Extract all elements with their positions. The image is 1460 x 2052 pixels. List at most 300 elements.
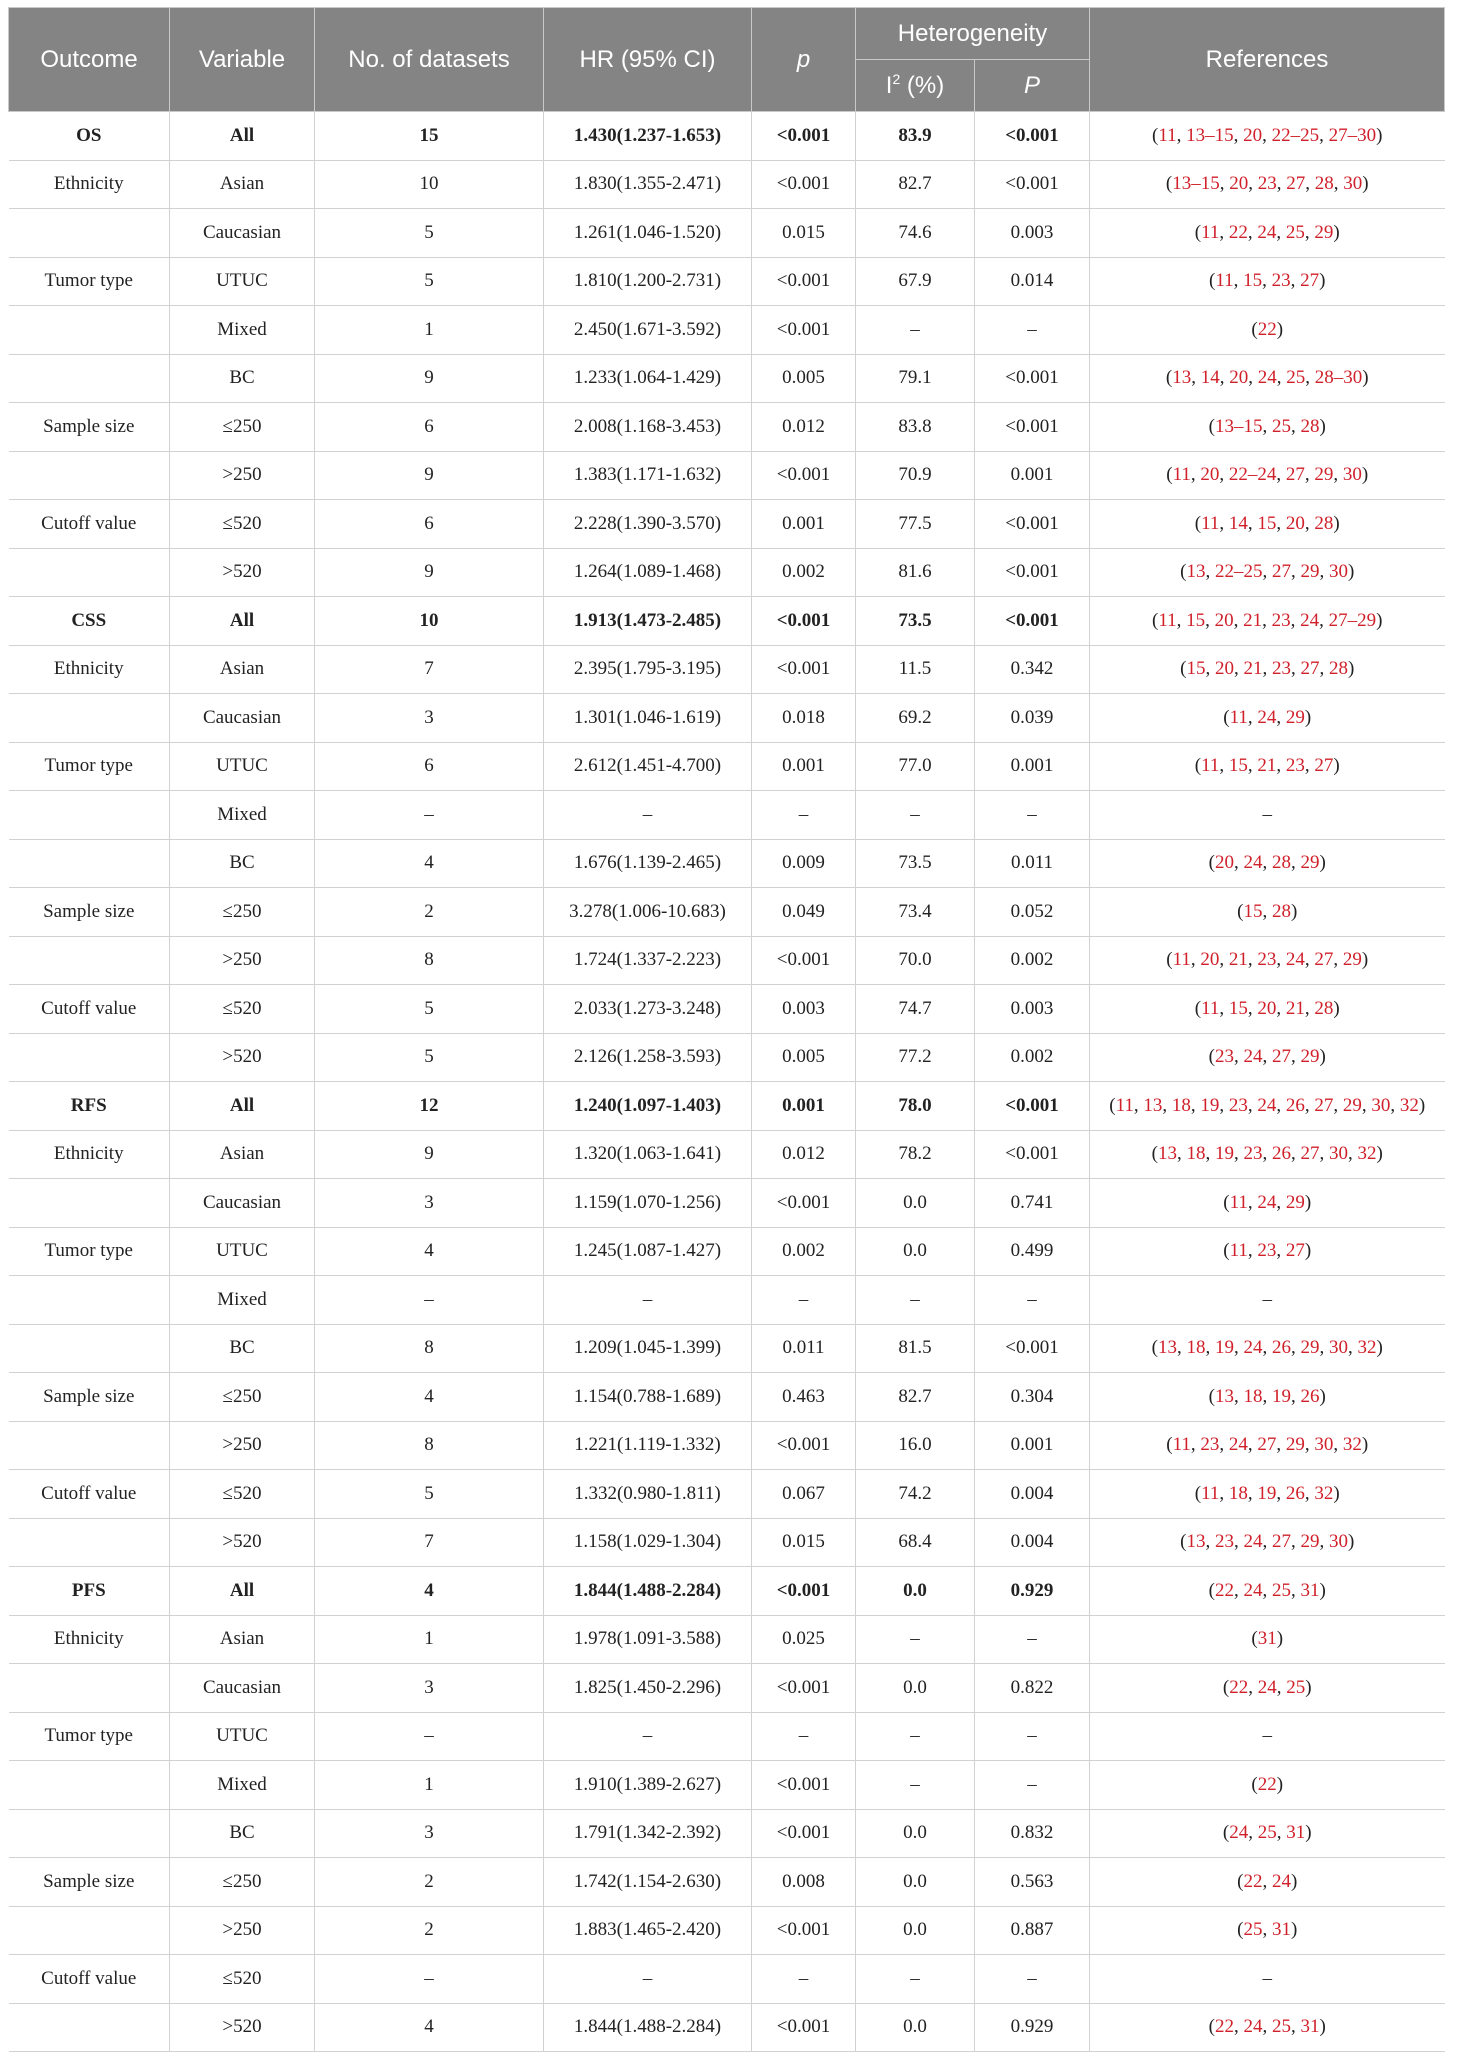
- cell-references: [1090, 1955, 1445, 2004]
- reference-link[interactable]: 22: [1243, 1870, 1263, 1892]
- reference-link[interactable]: 30: [1314, 1434, 1334, 1456]
- cell-datasets: 5: [315, 985, 544, 1034]
- reference-link[interactable]: 19: [1257, 1482, 1277, 1504]
- reference-link[interactable]: 14: [1228, 512, 1248, 534]
- reference-link[interactable]: 27–30: [1328, 124, 1377, 146]
- cell-hr: 1.320(1.063-1.641): [544, 1130, 752, 1179]
- cell-hr: 1.883(1.465-2.420): [544, 1906, 752, 1955]
- reference-link[interactable]: 13–15: [1215, 415, 1263, 437]
- reference-link[interactable]: 25: [1243, 1919, 1263, 1941]
- reference-link[interactable]: 32: [1357, 1143, 1377, 1165]
- cell-references: [1090, 354, 1445, 403]
- reference-paren: (: [1251, 1628, 1258, 1650]
- reference-link[interactable]: 20: [1229, 173, 1249, 195]
- reference-paren: ): [1361, 1434, 1369, 1456]
- reference-link[interactable]: 24: [1243, 2016, 1263, 2038]
- reference-link[interactable]: 11: [1229, 1240, 1248, 1262]
- reference-link[interactable]: 23: [1271, 270, 1291, 292]
- table-row: [9, 1033, 1445, 1082]
- reference-link[interactable]: 32: [1342, 1434, 1362, 1456]
- cell-outcome: [9, 2003, 170, 2052]
- reference-link[interactable]: 30: [1329, 1143, 1348, 1165]
- reference-link[interactable]: 25: [1286, 367, 1306, 389]
- cell-datasets: 7: [315, 1518, 544, 1567]
- reference-link[interactable]: 11: [1201, 512, 1220, 534]
- reference-link[interactable]: 24: [1257, 221, 1277, 243]
- reference-link[interactable]: 21: [1257, 755, 1277, 777]
- reference-link[interactable]: 24: [1257, 1676, 1277, 1698]
- reference-link[interactable]: 20: [1215, 658, 1234, 680]
- reference-link[interactable]: 21: [1243, 658, 1263, 680]
- reference-link[interactable]: 13: [1143, 1094, 1163, 1116]
- cell-references: [1090, 306, 1445, 355]
- reference-link[interactable]: 20: [1243, 124, 1263, 146]
- reference-separator: ,: [1248, 367, 1258, 389]
- reference-paren: ): [1305, 1822, 1312, 1844]
- reference-separator: ,: [1205, 609, 1215, 631]
- reference-separator: ,: [1333, 173, 1344, 195]
- reference-link[interactable]: 24: [1243, 1531, 1263, 1553]
- reference-link[interactable]: 11: [1172, 949, 1191, 971]
- cell-hr: –: [544, 1712, 752, 1761]
- reference-link[interactable]: 20: [1200, 464, 1220, 486]
- cell-het-p: <0.001: [975, 354, 1090, 403]
- reference-link[interactable]: 30: [1329, 1337, 1348, 1359]
- reference-link[interactable]: 28–30: [1314, 367, 1363, 389]
- reference-link[interactable]: 23: [1215, 1046, 1234, 1068]
- reference-separator: ,: [1190, 949, 1201, 971]
- cell-variable: ≤250: [170, 403, 315, 452]
- reference-link[interactable]: 24: [1229, 1822, 1249, 1844]
- reference-link[interactable]: 25: [1272, 415, 1291, 437]
- reference-link[interactable]: 22: [1257, 318, 1277, 340]
- reference-separator: ,: [1276, 221, 1286, 243]
- reference-link[interactable]: 11: [1229, 706, 1248, 728]
- reference-link[interactable]: 29: [1300, 1337, 1320, 1359]
- cell-variable: Asian: [170, 160, 315, 209]
- cell-het-p: –: [975, 1615, 1090, 1664]
- header-datasets: No. of datasets: [315, 8, 544, 112]
- reference-link[interactable]: 11: [1172, 464, 1191, 486]
- cell-het-p: 0.832: [975, 1809, 1090, 1858]
- reference-link[interactable]: 19: [1215, 1143, 1234, 1165]
- reference-link[interactable]: 23: [1257, 1240, 1277, 1262]
- cell-p: –: [752, 791, 856, 840]
- reference-link[interactable]: 22: [1215, 1579, 1234, 1601]
- reference-link[interactable]: 27: [1300, 658, 1320, 680]
- reference-paren: (: [1151, 1337, 1158, 1359]
- reference-link[interactable]: 27: [1314, 755, 1334, 777]
- reference-link[interactable]: 27: [1300, 270, 1320, 292]
- reference-link[interactable]: 15: [1228, 755, 1248, 777]
- cell-outcome: [9, 1324, 170, 1373]
- reference-link[interactable]: 25: [1285, 221, 1305, 243]
- cell-datasets: 3: [315, 694, 544, 743]
- cell-i2: 70.0: [856, 936, 975, 985]
- cell-datasets: 9: [315, 451, 544, 500]
- cell-het-p: –: [975, 791, 1090, 840]
- cell-variable: ≤520: [170, 1470, 315, 1519]
- reference-separator: ,: [1333, 949, 1343, 971]
- cell-het-p: 0.014: [975, 257, 1090, 306]
- reference-link[interactable]: 30: [1342, 464, 1362, 486]
- reference-paren: (: [1151, 1143, 1158, 1165]
- reference-link[interactable]: 22–25: [1215, 561, 1263, 583]
- reference-link[interactable]: 24: [1257, 1191, 1277, 1213]
- reference-separator: ,: [1276, 173, 1287, 195]
- reference-link[interactable]: 23: [1271, 609, 1291, 631]
- table-row: [9, 1470, 1445, 1519]
- reference-link[interactable]: 19: [1215, 1337, 1234, 1359]
- reference-link[interactable]: 24: [1228, 1434, 1248, 1456]
- reference-link[interactable]: 11: [1229, 1191, 1248, 1213]
- cell-i2: 82.7: [856, 1373, 975, 1422]
- reference-link[interactable]: 28: [1314, 173, 1334, 195]
- reference-paren: ): [1376, 1337, 1383, 1359]
- cell-references: [1090, 1664, 1445, 1713]
- reference-link[interactable]: 27: [1257, 1434, 1277, 1456]
- reference-link[interactable]: 19: [1200, 1094, 1220, 1116]
- reference-separator: ,: [1276, 1434, 1286, 1456]
- table-row: [9, 1809, 1445, 1858]
- cell-variable: Caucasian: [170, 1179, 315, 1228]
- reference-link[interactable]: 31: [1300, 2016, 1320, 2038]
- reference-paren: ): [1376, 124, 1383, 146]
- cell-references: [1090, 2003, 1445, 2052]
- reference-link[interactable]: 24: [1300, 609, 1320, 631]
- reference-link[interactable]: 32: [1399, 1094, 1419, 1116]
- cell-i2: 0.0: [856, 1179, 975, 1228]
- reference-link[interactable]: 13–15: [1186, 124, 1234, 146]
- cell-references: [1090, 1179, 1445, 1228]
- cell-het-p: <0.001: [975, 403, 1090, 452]
- reference-link[interactable]: 32: [1314, 1482, 1334, 1504]
- reference-link[interactable]: 25: [1272, 1579, 1291, 1601]
- reference-link[interactable]: 13: [1186, 1531, 1206, 1553]
- table-row: [9, 1615, 1445, 1664]
- reference-link[interactable]: 18: [1228, 1482, 1248, 1504]
- reference-separator: ,: [1219, 512, 1229, 534]
- cell-p: 0.015: [752, 1518, 856, 1567]
- cell-p: <0.001: [752, 1906, 856, 1955]
- reference-link[interactable]: 30: [1371, 1094, 1391, 1116]
- reference-link[interactable]: 25: [1286, 1676, 1306, 1698]
- reference-link[interactable]: 28: [1272, 900, 1291, 922]
- cell-i2: –: [856, 306, 975, 355]
- cell-outcome: [9, 354, 170, 403]
- cell-p: 0.012: [752, 403, 856, 452]
- reference-link[interactable]: 27: [1286, 173, 1306, 195]
- reference-link[interactable]: 13–15: [1172, 173, 1220, 195]
- results-table-container: [8, 7, 1444, 2052]
- reference-link[interactable]: 24: [1243, 1046, 1263, 1068]
- reference-link[interactable]: 13: [1158, 1143, 1177, 1165]
- reference-link[interactable]: 24: [1272, 1870, 1291, 1892]
- reference-paren: (: [1208, 1046, 1215, 1068]
- reference-link[interactable]: 29: [1300, 561, 1320, 583]
- reference-link[interactable]: 31: [1257, 1628, 1277, 1650]
- reference-link[interactable]: 24: [1243, 852, 1263, 874]
- reference-link[interactable]: 24: [1257, 706, 1277, 728]
- reference-separator: ,: [1219, 1094, 1229, 1116]
- reference-separator: ,: [1319, 1337, 1329, 1359]
- cell-i2: –: [856, 791, 975, 840]
- cell-het-p: –: [975, 1276, 1090, 1325]
- cell-p: 0.005: [752, 354, 856, 403]
- reference-link[interactable]: 24: [1285, 949, 1305, 971]
- cell-i2: 73.5: [856, 597, 975, 646]
- reference-link[interactable]: 22: [1228, 221, 1248, 243]
- reference-link[interactable]: 29: [1342, 1094, 1362, 1116]
- reference-link[interactable]: 27: [1285, 464, 1305, 486]
- table-row: [9, 888, 1445, 937]
- reference-link[interactable]: 13: [1172, 367, 1192, 389]
- cell-datasets: 4: [315, 1227, 544, 1276]
- reference-link[interactable]: 29: [1342, 949, 1362, 971]
- cell-i2: 74.2: [856, 1470, 975, 1519]
- reference-link[interactable]: 15: [1228, 997, 1248, 1019]
- reference-link[interactable]: 20: [1229, 367, 1249, 389]
- reference-separator: ,: [1262, 1579, 1272, 1601]
- reference-link[interactable]: 15: [1257, 512, 1277, 534]
- reference-link[interactable]: 29: [1285, 1191, 1305, 1213]
- reference-link[interactable]: 23: [1272, 658, 1291, 680]
- cell-i2: –: [856, 1761, 975, 1810]
- reference-link[interactable]: 11: [1158, 609, 1177, 631]
- reference-paren: (: [1208, 2016, 1215, 2038]
- reference-link[interactable]: 18: [1186, 1337, 1206, 1359]
- cell-variable: ≤250: [170, 1858, 315, 1907]
- reference-separator: ,: [1262, 1337, 1272, 1359]
- cell-het-p: 0.929: [975, 1567, 1090, 1616]
- reference-link[interactable]: 20: [1215, 852, 1234, 874]
- reference-link[interactable]: 23: [1215, 1531, 1234, 1553]
- header-het-p: P: [975, 60, 1090, 112]
- cell-het-p: 0.304: [975, 1373, 1090, 1422]
- reference-link[interactable]: 30: [1343, 173, 1363, 195]
- cell-references: [1090, 112, 1445, 161]
- reference-link[interactable]: 22: [1215, 2016, 1234, 2038]
- reference-link[interactable]: 15: [1186, 609, 1206, 631]
- reference-link[interactable]: 18: [1171, 1094, 1191, 1116]
- reference-link[interactable]: 18: [1186, 1143, 1206, 1165]
- cell-datasets: 15: [315, 112, 544, 161]
- reference-paren: (: [1209, 270, 1216, 292]
- reference-link[interactable]: 29: [1300, 852, 1320, 874]
- reference-separator: ,: [1304, 1094, 1315, 1116]
- reference-separator: ,: [1262, 1385, 1272, 1407]
- reference-link[interactable]: 24: [1243, 1579, 1263, 1601]
- reference-link[interactable]: 11: [1201, 1482, 1220, 1504]
- reference-link[interactable]: 13: [1158, 1337, 1177, 1359]
- reference-link[interactable]: 18: [1243, 1385, 1263, 1407]
- reference-link[interactable]: 29: [1314, 221, 1334, 243]
- reference-link[interactable]: 13: [1186, 561, 1206, 583]
- reference-link[interactable]: 21: [1243, 609, 1263, 631]
- reference-link[interactable]: 27–29: [1328, 609, 1377, 631]
- cell-variable: UTUC: [170, 742, 315, 791]
- reference-separator: ,: [1247, 1094, 1258, 1116]
- reference-link[interactable]: 25: [1272, 2016, 1291, 2038]
- reference-separator: ,: [1233, 609, 1244, 631]
- cell-references: [1090, 1761, 1445, 1810]
- reference-link[interactable]: 31: [1286, 1822, 1306, 1844]
- reference-link[interactable]: 22: [1257, 1773, 1277, 1795]
- reference-link[interactable]: 11: [1201, 755, 1220, 777]
- reference-link[interactable]: 22–25: [1271, 124, 1320, 146]
- reference-link[interactable]: 15: [1186, 658, 1206, 680]
- reference-link[interactable]: 23: [1257, 173, 1277, 195]
- reference-link[interactable]: 20: [1214, 609, 1234, 631]
- reference-separator: ,: [1276, 1191, 1286, 1213]
- reference-link[interactable]: 11: [1172, 1434, 1191, 1456]
- reference-link[interactable]: 23: [1243, 1143, 1263, 1165]
- reference-separator: ,: [1291, 1337, 1301, 1359]
- cell-outcome: Sample size: [9, 1858, 170, 1907]
- reference-link[interactable]: 26: [1300, 1385, 1320, 1407]
- reference-separator: ,: [1319, 609, 1329, 631]
- reference-separator: ,: [1190, 464, 1201, 486]
- reference-link[interactable]: 27: [1272, 561, 1291, 583]
- cell-hr: 1.221(1.119-1.332): [544, 1421, 752, 1470]
- reference-separator: ,: [1304, 755, 1315, 777]
- cell-datasets: 5: [315, 1033, 544, 1082]
- cell-references: [1090, 1421, 1445, 1470]
- reference-link[interactable]: 28: [1314, 512, 1334, 534]
- cell-hr: 1.913(1.473-2.485): [544, 597, 752, 646]
- reference-paren: (: [1194, 1482, 1202, 1504]
- cell-i2: 16.0: [856, 1421, 975, 1470]
- cell-het-p: 0.002: [975, 1033, 1090, 1082]
- reference-separator: ,: [1219, 997, 1229, 1019]
- reference-link[interactable]: 32: [1357, 1337, 1377, 1359]
- cell-outcome: RFS: [9, 1082, 170, 1131]
- reference-link[interactable]: 29: [1300, 1531, 1320, 1553]
- cell-variable: >250: [170, 936, 315, 985]
- reference-paren: ): [1276, 1628, 1284, 1650]
- cell-variable: ≤520: [170, 1955, 315, 2004]
- cell-variable: >520: [170, 1518, 315, 1567]
- reference-paren: ): [1348, 658, 1355, 680]
- reference-link[interactable]: 29: [1300, 1046, 1320, 1068]
- reference-link[interactable]: 20: [1285, 512, 1305, 534]
- reference-link[interactable]: 15: [1243, 270, 1263, 292]
- cell-het-p: 0.052: [975, 888, 1090, 937]
- cell-outcome: OS: [9, 112, 170, 161]
- reference-separator: ,: [1291, 1046, 1301, 1068]
- table-row: [9, 1955, 1445, 2004]
- cell-het-p: 0.499: [975, 1227, 1090, 1276]
- reference-separator: ,: [1219, 173, 1230, 195]
- cell-variable: UTUC: [170, 257, 315, 306]
- reference-link[interactable]: 27: [1272, 1531, 1291, 1553]
- cell-variable: >250: [170, 451, 315, 500]
- reference-link[interactable]: 23: [1285, 755, 1305, 777]
- reference-link[interactable]: 28: [1272, 852, 1291, 874]
- reference-link[interactable]: 24: [1257, 1094, 1277, 1116]
- reference-link[interactable]: 22: [1229, 1676, 1249, 1698]
- cell-outcome: [9, 936, 170, 985]
- reference-link[interactable]: 23: [1257, 949, 1277, 971]
- reference-separator: ,: [1276, 949, 1286, 971]
- reference-link[interactable]: 14: [1200, 367, 1220, 389]
- cell-datasets: 4: [315, 2003, 544, 2052]
- reference-link[interactable]: 29: [1314, 464, 1334, 486]
- cell-hr: 1.791(1.342-2.392): [544, 1809, 752, 1858]
- cell-outcome: Sample size: [9, 1373, 170, 1422]
- reference-link[interactable]: 24: [1257, 367, 1277, 389]
- reference-link[interactable]: 11: [1215, 270, 1234, 292]
- reference-link[interactable]: 29: [1285, 1434, 1305, 1456]
- header-p: p: [752, 8, 856, 112]
- reference-link[interactable]: 15: [1243, 900, 1263, 922]
- reference-link[interactable]: 23: [1200, 1434, 1220, 1456]
- reference-link[interactable]: 11: [1115, 1094, 1134, 1116]
- reference-link[interactable]: 22–24: [1228, 464, 1277, 486]
- cell-references: [1090, 1082, 1445, 1131]
- reference-link[interactable]: 28: [1329, 658, 1348, 680]
- cell-variable: ≤520: [170, 985, 315, 1034]
- cell-p: –: [752, 1712, 856, 1761]
- reference-link[interactable]: 21: [1285, 997, 1305, 1019]
- reference-link[interactable]: 30: [1329, 1531, 1348, 1553]
- reference-separator: ,: [1234, 1337, 1244, 1359]
- reference-link[interactable]: 11: [1201, 997, 1220, 1019]
- reference-link[interactable]: 20: [1200, 949, 1220, 971]
- reference-separator: ,: [1276, 755, 1286, 777]
- reference-link[interactable]: 11: [1158, 124, 1177, 146]
- reference-link[interactable]: 26: [1272, 1337, 1291, 1359]
- reference-link[interactable]: 13: [1215, 1385, 1234, 1407]
- reference-link[interactable]: 26: [1285, 1094, 1305, 1116]
- reference-link[interactable]: 30: [1329, 561, 1348, 583]
- reference-link[interactable]: 27: [1272, 1046, 1291, 1068]
- reference-link[interactable]: 23: [1228, 1094, 1248, 1116]
- table-row: [9, 2003, 1445, 2052]
- reference-paren: (: [1251, 318, 1258, 340]
- table-row: [9, 1227, 1445, 1276]
- reference-link[interactable]: 27: [1285, 1240, 1305, 1262]
- reference-link[interactable]: 29: [1285, 706, 1305, 728]
- cell-datasets: 8: [315, 936, 544, 985]
- reference-paren: (: [1165, 173, 1173, 195]
- reference-paren: (: [1165, 367, 1173, 389]
- reference-link[interactable]: 20: [1257, 997, 1277, 1019]
- reference-separator: ,: [1319, 124, 1329, 146]
- reference-link[interactable]: 27: [1300, 1143, 1320, 1165]
- cell-het-p: 0.001: [975, 451, 1090, 500]
- reference-link[interactable]: 26: [1285, 1482, 1305, 1504]
- reference-link[interactable]: 27: [1314, 1094, 1334, 1116]
- cell-i2: 0.0: [856, 1858, 975, 1907]
- reference-link[interactable]: 24: [1243, 1337, 1263, 1359]
- reference-link[interactable]: 25: [1257, 1822, 1277, 1844]
- cell-het-p: 0.003: [975, 985, 1090, 1034]
- reference-separator: ,: [1276, 1240, 1286, 1262]
- reference-link[interactable]: 27: [1314, 949, 1334, 971]
- reference-link[interactable]: 19: [1272, 1385, 1291, 1407]
- reference-link[interactable]: 31: [1272, 1919, 1291, 1941]
- reference-link[interactable]: 26: [1272, 1143, 1291, 1165]
- reference-link[interactable]: 28: [1314, 997, 1334, 1019]
- reference-link[interactable]: 11: [1201, 221, 1220, 243]
- reference-link[interactable]: 21: [1228, 949, 1248, 971]
- cell-p: 0.067: [752, 1470, 856, 1519]
- reference-link[interactable]: 31: [1300, 1579, 1320, 1601]
- reference-separator: ,: [1262, 852, 1272, 874]
- reference-link[interactable]: 28: [1300, 415, 1320, 437]
- reference-paren: (: [1166, 949, 1173, 971]
